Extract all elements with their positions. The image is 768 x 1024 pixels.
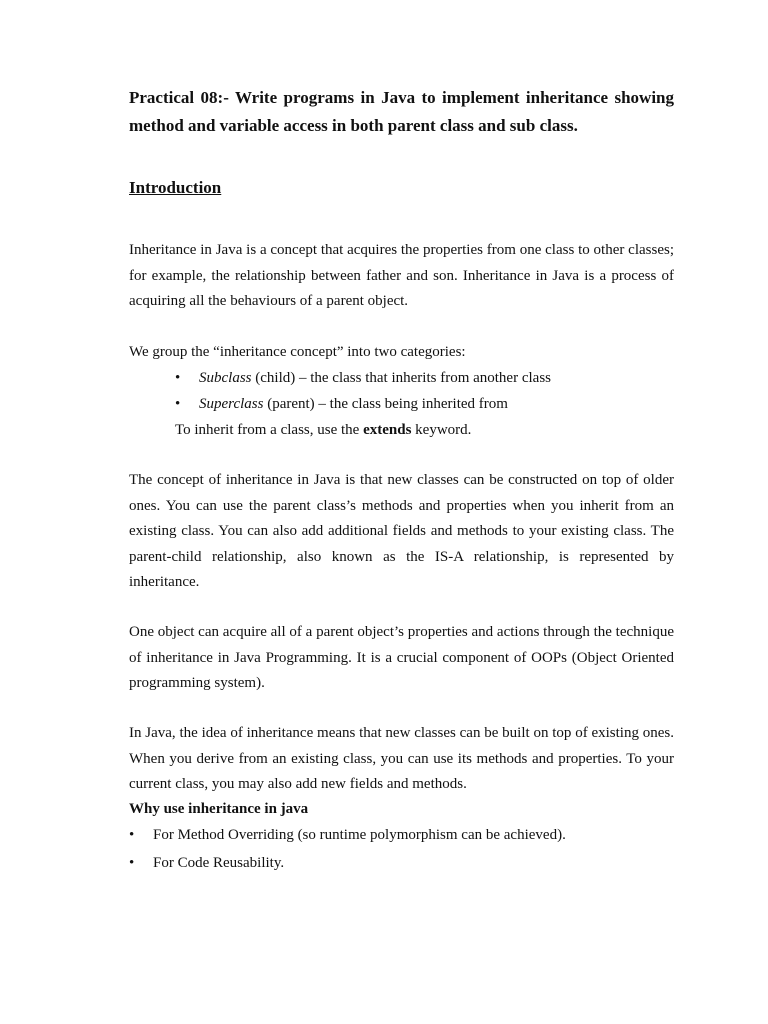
category-description: (parent) – the class being inherited from bbox=[263, 395, 508, 412]
list-item bbox=[129, 823, 674, 849]
category-description: (child) – the class that inherits from another class bbox=[251, 370, 551, 386]
idea-of-inheritance-paragraph: In Java, the idea of inheritance means that new classes can be built on top of existing ones. When you derive from an existing class, you can use its methods and properties. To your current class, you may also add new fields and methods. bbox=[129, 725, 674, 792]
bullet-icon: • bbox=[175, 370, 181, 386]
document-page bbox=[129, 84, 674, 871]
categories-list bbox=[175, 366, 655, 417]
category-term: Subclass bbox=[199, 370, 252, 386]
categories-intro-paragraph: We group the “inheritance concept” into two categories: bbox=[129, 344, 466, 360]
introduction-heading: Introduction bbox=[129, 178, 222, 197]
why-item-text: For Code Reusability. bbox=[153, 854, 285, 871]
extends-keyword-line bbox=[175, 418, 471, 444]
extends-keyword: extends bbox=[363, 422, 412, 438]
list-item bbox=[175, 366, 655, 392]
list-item bbox=[175, 392, 655, 418]
category-term: Superclass bbox=[199, 395, 264, 412]
bullet-icon: • bbox=[175, 395, 181, 412]
inheritance-concept-paragraph: The concept of inheritance in Java is that new classes can be constructed on top of older ones. You can use the parent class’s methods and properties when you inherit from an existing class. You can also add additional fields and methods to your existing class. The parent-child relationship, also known as the IS-A relationship, is represented by inheritance. bbox=[129, 472, 674, 590]
list-item bbox=[129, 851, 674, 877]
why-use-list bbox=[129, 823, 674, 878]
extends-line-after: keyword. bbox=[411, 422, 472, 438]
practical-title: Practical 08:- Write programs in Java to implement inheritance showing method and variable access in both parent class and sub class. bbox=[129, 88, 674, 135]
why-use-inheritance-heading: Why use inheritance in java bbox=[129, 801, 309, 817]
bullet-icon: • bbox=[129, 827, 135, 843]
why-item-text: For Method Overriding (so runtime polymorphism can be achieved). bbox=[153, 827, 566, 843]
intro-paragraph-1: Inheritance in Java is a concept that acquires the properties from one class to other classes; for example, the relationship between father and son. Inheritance in Java is a process of acquiring all the behaviours of a parent object. bbox=[129, 242, 674, 309]
extends-line-before: To inherit from a class, use the bbox=[175, 422, 364, 438]
object-acquire-paragraph: One object can acquire all of a parent object’s properties and actions through the technique of inheritance in Java Programming. It is a crucial component of OOPs (Object Oriented programming system). bbox=[129, 624, 674, 691]
bullet-icon: • bbox=[129, 854, 135, 871]
